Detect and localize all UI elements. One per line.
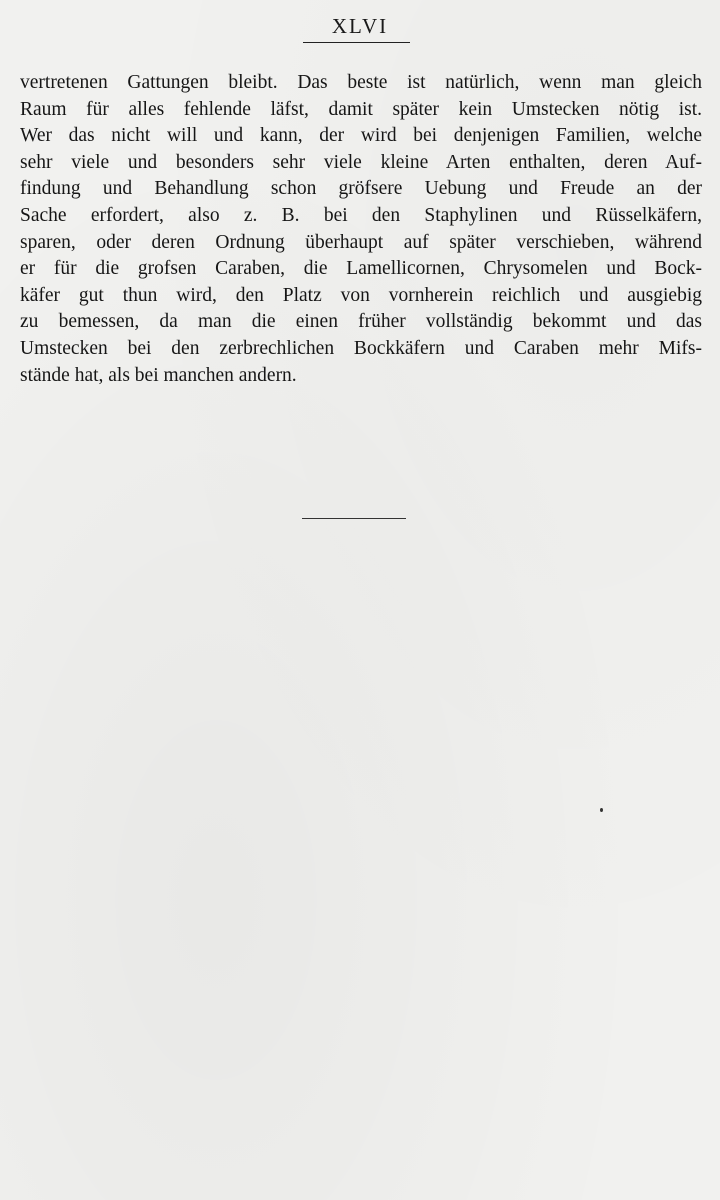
- text-line: Raum für alles fehlende läfst, damit später kein Umstecken nötig ist.: [20, 98, 702, 120]
- body-paragraph: [20, 70, 702, 389]
- section-end-rule: [302, 518, 406, 519]
- text-line: er für die grofsen Caraben, die Lamellicornen, Chrysomelen und Bock-: [20, 258, 702, 280]
- text-line: sehr viele und besonders sehr viele kleine Arten enthalten, deren Auf-: [20, 151, 702, 173]
- text-line: stände hat, als bei manchen andern.: [20, 364, 297, 386]
- text-line: Wer das nicht will und kann, der wird bei denjenigen Familien, welche: [20, 125, 702, 147]
- text-line: Umstecken bei den zerbrechlichen Bockkäfern und Caraben mehr Mifs-: [20, 337, 702, 359]
- text-line: käfer gut thun wird, den Platz von vornherein reichlich und ausgiebig: [20, 284, 702, 306]
- text-line: findung und Behandlung schon gröfsere Uebung und Freude an der: [20, 178, 702, 200]
- header-rule: [303, 42, 410, 43]
- text-line: vertretenen Gattungen bleibt. Das beste ist natürlich, wenn man gleich: [20, 72, 702, 93]
- page-number: XLVI: [331, 14, 389, 38]
- text-line: sparen, oder deren Ordnung überhaupt auf später verschieben, während: [20, 231, 702, 253]
- paper-speck: [600, 808, 603, 812]
- text-line: Sache erfordert, also z. B. bei den Staphylinen und Rüsselkäfern,: [20, 204, 702, 226]
- text-line: zu bemessen, da man die einen früher vollständig bekommt und das: [20, 311, 702, 333]
